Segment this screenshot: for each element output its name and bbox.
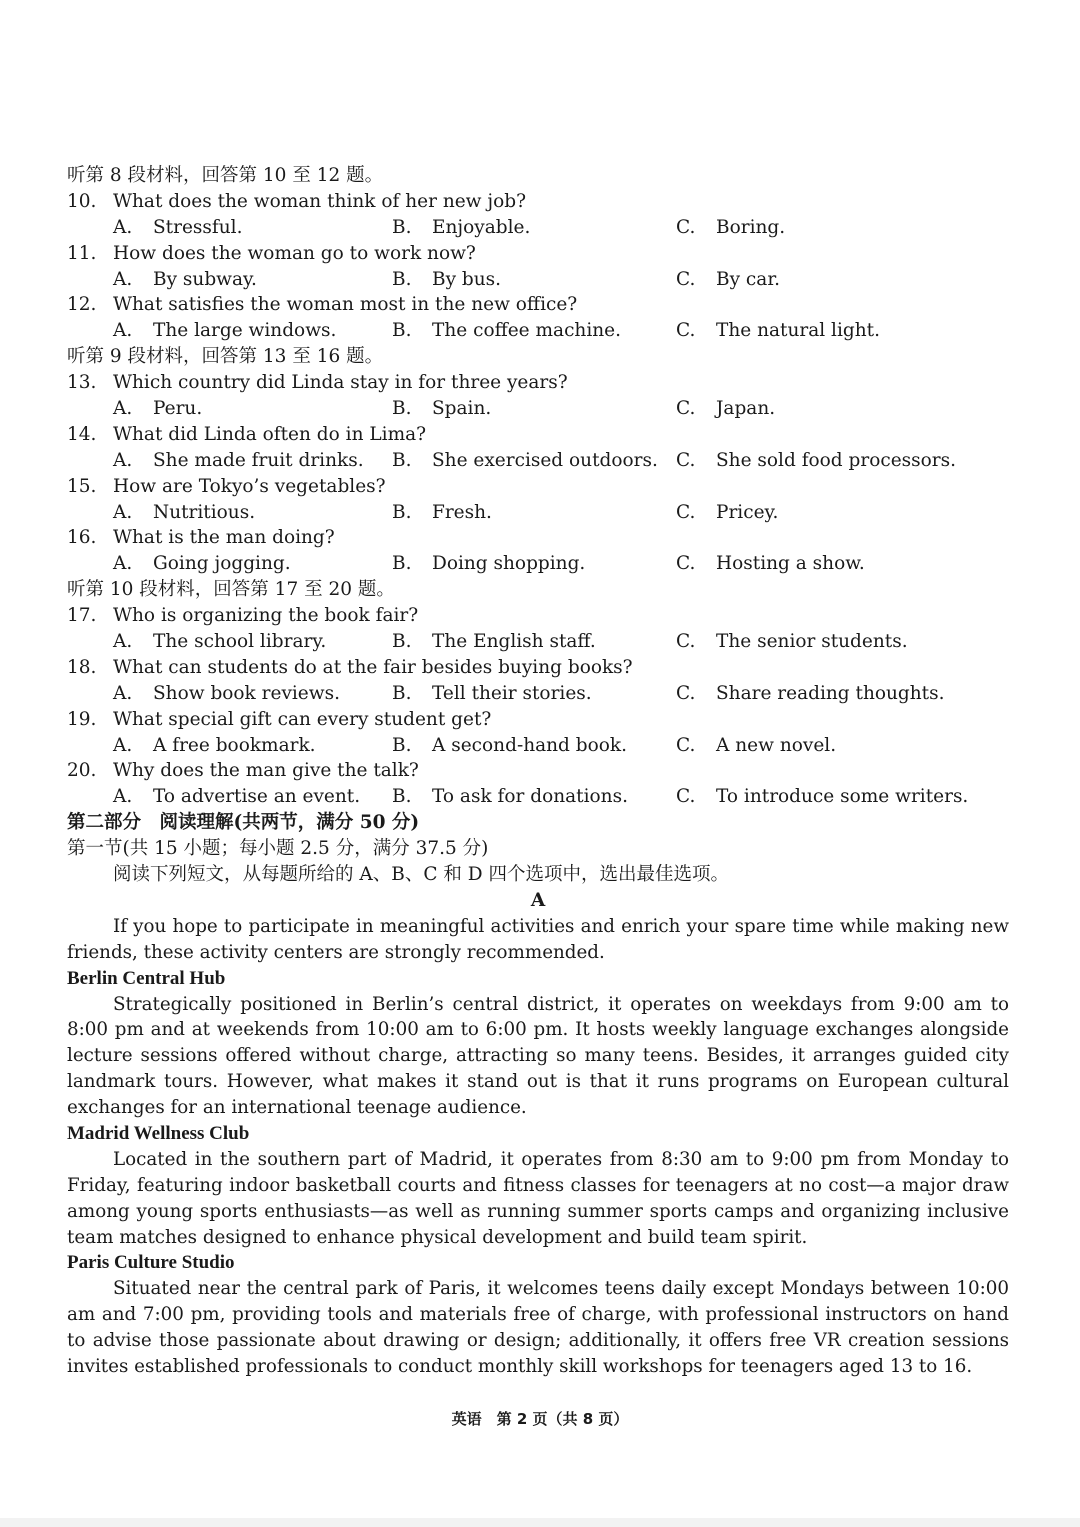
answer-option	[113, 215, 242, 241]
question	[67, 241, 1009, 267]
question-number: 17.	[67, 605, 97, 627]
question-text: What special gift can every student get?	[113, 708, 492, 730]
center-text-line: landmark tours. However, what makes it stand out is that it runs programs on European cultural	[67, 1071, 1009, 1093]
option-letter: A.	[113, 631, 133, 653]
answer-option	[392, 448, 658, 474]
option-text: To introduce some writers.	[716, 786, 969, 808]
option-letter: C.	[676, 398, 696, 420]
options-row	[67, 681, 1009, 707]
answer-option	[676, 448, 956, 474]
options-row	[67, 215, 1009, 241]
option-text: Tell their stories.	[432, 682, 592, 704]
answer-option	[676, 784, 968, 810]
option-text: Doing shopping.	[432, 553, 586, 575]
question	[67, 189, 1009, 215]
question	[67, 422, 1009, 448]
question-number: 13.	[67, 372, 97, 394]
section-title: 第一节(共 15 小题；每小题 2.5 分，满分 37.5 分)	[67, 838, 489, 860]
options-row	[67, 629, 1009, 655]
option-text: Enjoyable.	[432, 216, 531, 238]
option-text: A new novel.	[716, 734, 837, 756]
option-text: A second-hand book.	[432, 734, 627, 756]
options-row	[67, 500, 1009, 526]
answer-option	[676, 681, 944, 707]
page-footer: 英语 第 2 页（共 8 页）	[451, 1410, 629, 1428]
center-text-line: to advise those passionate about drawing or design; additionally, it offers free VR creation sessions	[67, 1330, 1009, 1352]
option-text: Peru.	[153, 398, 203, 420]
center-text-line: invites established professionals to conduct monthly skill workshops for teenagers aged 13 to 16.	[67, 1355, 973, 1377]
question-number: 12.	[67, 294, 97, 316]
option-letter: A.	[113, 501, 133, 523]
option-letter: C.	[676, 631, 696, 653]
option-letter: A.	[113, 268, 133, 290]
options-row	[67, 267, 1009, 293]
option-text: Boring.	[716, 216, 786, 238]
question-text: Which country did Linda stay in for three years?	[113, 372, 568, 394]
center-title: Paris Culture Studio	[67, 1252, 235, 1274]
question	[67, 758, 1009, 784]
question-text: How does the woman go to work now?	[113, 242, 476, 264]
option-text: Show book reviews.	[153, 682, 340, 704]
option-letter: C.	[676, 682, 696, 704]
question	[67, 370, 1009, 396]
options-row	[67, 733, 1009, 759]
option-letter: B.	[392, 216, 412, 238]
answer-option	[392, 551, 585, 577]
options-row	[67, 551, 1009, 577]
option-letter: C.	[676, 216, 696, 238]
option-text: Spain.	[432, 398, 492, 420]
option-letter: B.	[392, 398, 412, 420]
answer-option	[392, 784, 628, 810]
answer-option	[392, 733, 627, 759]
center-text-line: 8:00 pm and at weekends from 10:00 am to 6:00 pm. It hosts weekly language exchanges alongside	[67, 1019, 1009, 1041]
options-row	[67, 448, 1009, 474]
option-text: Share reading thoughts.	[716, 682, 945, 704]
intro-line: friends, these activity centers are strongly recommended.	[67, 941, 605, 963]
answer-option	[392, 629, 596, 655]
question-number: 14.	[67, 423, 97, 445]
question-text: What satisfies the woman most in the new office?	[113, 294, 578, 316]
answer-option	[676, 733, 836, 759]
answer-option	[676, 629, 908, 655]
option-letter: C.	[676, 786, 696, 808]
answer-option	[113, 500, 255, 526]
question-number: 10.	[67, 190, 97, 212]
question	[67, 655, 1009, 681]
answer-option	[676, 551, 865, 577]
option-letter: C.	[676, 320, 696, 342]
question-text: What can students do at the fair besides buying books?	[113, 656, 633, 678]
question-text: Who is organizing the book fair?	[113, 605, 419, 627]
option-text: To ask for donations.	[432, 786, 628, 808]
answer-option	[392, 267, 501, 293]
answer-option	[113, 448, 364, 474]
question-text: What did Linda often do in Lima?	[113, 423, 427, 445]
center-text-line: Strategically positioned in Berlin’s central district, it operates on weekdays from 9:00 am to	[113, 993, 1009, 1015]
question-number: 20.	[67, 760, 97, 782]
question	[67, 292, 1009, 318]
option-letter: B.	[392, 682, 412, 704]
option-letter: C.	[676, 734, 696, 756]
question-number: 11.	[67, 242, 97, 264]
center-text-line: am and 7:00 pm, providing tools and materials free of charge, with professional instructors on hand	[67, 1304, 1009, 1326]
question	[67, 525, 1009, 551]
question-text: What is the man doing?	[113, 527, 335, 549]
option-text: Hosting a show.	[716, 553, 865, 575]
option-letter: A.	[113, 734, 133, 756]
option-letter: C.	[676, 553, 696, 575]
option-letter: B.	[392, 553, 412, 575]
option-text: She exercised outdoors.	[432, 449, 658, 471]
center-title: Madrid Wellness Club	[67, 1122, 250, 1144]
center-text-line: exchanges for an international teenage audience.	[67, 1097, 527, 1119]
center-title: Berlin Central Hub	[67, 967, 226, 989]
option-text: Nutritious.	[153, 501, 256, 523]
center-text-line: lecture sessions offered without charge, attracting so many teens. Besides, it arranges guided city	[67, 1045, 1009, 1067]
option-letter: A.	[113, 216, 133, 238]
center-text-line: Located in the southern part of Madrid, it operates from 8:30 am to 9:00 pm from Monday to	[113, 1148, 1009, 1170]
question-number: 16.	[67, 527, 97, 549]
question-text: What does the woman think of her new job?	[113, 190, 527, 212]
option-text: Going jogging.	[153, 553, 291, 575]
option-text: She sold food processors.	[716, 449, 957, 471]
option-text: To advertise an event.	[153, 786, 361, 808]
option-letter: B.	[392, 631, 412, 653]
option-letter: A.	[113, 398, 133, 420]
answer-option	[392, 681, 592, 707]
answer-option	[392, 500, 492, 526]
question	[67, 603, 1009, 629]
question-text: How are Tokyo’s vegetables?	[113, 475, 386, 497]
listening-section-heading: 听第 8 段材料，回答第 10 至 12 题。	[67, 165, 384, 186]
answer-option	[113, 267, 257, 293]
question-text: Why does the man give the talk?	[113, 760, 419, 782]
option-text: By subway.	[153, 268, 257, 290]
options-row	[67, 396, 1009, 422]
option-text: Japan.	[716, 398, 776, 420]
part-title: 第二部分 阅读理解(共两节，满分 50 分)	[67, 812, 420, 834]
answer-option	[113, 733, 316, 759]
answer-option	[113, 396, 202, 422]
option-text: Pricey.	[716, 501, 779, 523]
answer-option	[676, 318, 880, 344]
question-number: 18.	[67, 656, 97, 678]
option-letter: A.	[113, 449, 133, 471]
answer-option	[676, 396, 775, 422]
instruction: 阅读下列短文，从每题所给的 A、B、C 和 D 四个选项中，选出最佳选项。	[113, 864, 729, 886]
option-letter: C.	[676, 501, 696, 523]
option-letter: C.	[676, 268, 696, 290]
option-letter: B.	[392, 268, 412, 290]
option-text: The senior students.	[716, 631, 908, 653]
answer-option	[392, 396, 491, 422]
answer-option	[113, 784, 360, 810]
center-text-line: Situated near the central park of Paris, it welcomes teens daily except Mondays between 10:00	[113, 1278, 1009, 1300]
option-letter: B.	[392, 734, 412, 756]
answer-option	[392, 318, 621, 344]
option-text: The natural light.	[716, 320, 880, 342]
listening-section-heading: 听第 9 段材料，回答第 13 至 16 题。	[67, 346, 384, 368]
question	[67, 474, 1009, 500]
option-letter: A.	[113, 682, 133, 704]
option-text: By car.	[716, 268, 781, 290]
option-letter: B.	[392, 449, 412, 471]
option-text: Fresh.	[432, 501, 492, 523]
option-letter: A.	[113, 786, 133, 808]
question-number: 15.	[67, 475, 97, 497]
passage-label: A	[530, 889, 546, 911]
options-row	[67, 784, 1009, 810]
answer-option	[113, 629, 326, 655]
answer-option	[676, 500, 778, 526]
option-letter: C.	[676, 449, 696, 471]
option-text: By bus.	[432, 268, 502, 290]
option-text: She made fruit drinks.	[153, 449, 364, 471]
answer-option	[113, 681, 340, 707]
question	[67, 707, 1009, 733]
option-text: The coffee machine.	[432, 320, 622, 342]
answer-option	[113, 318, 336, 344]
option-letter: B.	[392, 501, 412, 523]
center-text-line: among young sports enthusiasts—as well as running summer sports camps and organizing inclusive	[67, 1200, 1009, 1222]
option-letter: B.	[392, 786, 412, 808]
option-text: A free bookmark.	[153, 734, 316, 756]
option-text: Stressful.	[153, 216, 243, 238]
question-number: 19.	[67, 708, 97, 730]
answer-option	[113, 551, 291, 577]
answer-option	[676, 267, 780, 293]
options-row	[67, 318, 1009, 344]
intro-line: If you hope to participate in meaningful activities and enrich your spare time while making new	[113, 915, 1009, 937]
listening-section-heading: 听第 10 段材料，回答第 17 至 20 题。	[67, 579, 395, 601]
scan-edge	[0, 1518, 1080, 1527]
answer-option	[676, 215, 785, 241]
option-letter: B.	[392, 320, 412, 342]
option-text: The large windows.	[153, 320, 337, 342]
center-text-line: Friday, featuring indoor basketball courts and fitness classes for teenagers at no cost—a major draw	[67, 1174, 1009, 1196]
option-text: The English staff.	[432, 631, 596, 653]
option-letter: A.	[113, 553, 133, 575]
option-text: The school library.	[153, 631, 327, 653]
answer-option	[392, 215, 530, 241]
page-content	[67, 163, 1009, 1380]
option-letter: A.	[113, 320, 133, 342]
center-text-line: team matches designed to enhance physical development and build team spirit.	[67, 1226, 808, 1248]
